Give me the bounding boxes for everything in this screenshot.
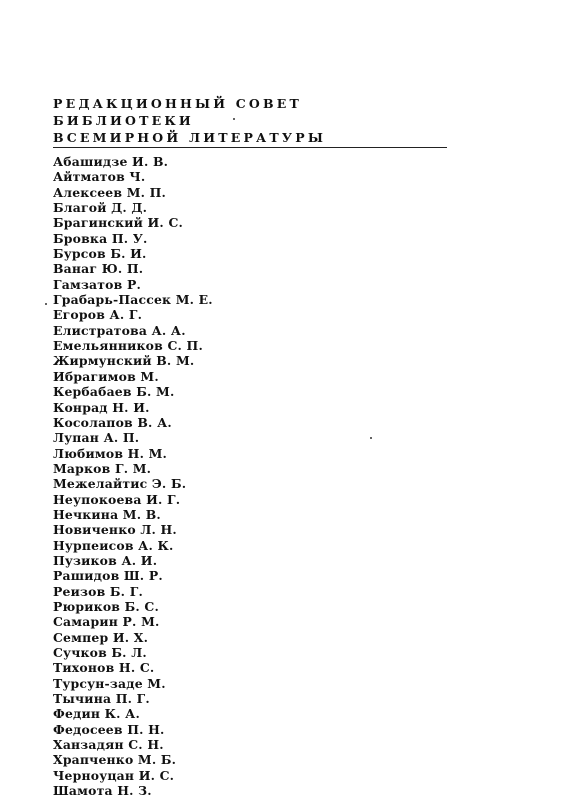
editorial-board-heading <box>53 95 453 146</box>
board-member: Рюриков Б. С. <box>53 598 160 614</box>
board-member: Косолапов В. А. <box>53 414 172 430</box>
board-member: Неупокоева И. Г. <box>53 491 181 507</box>
board-member: Самарин Р. М. <box>53 614 160 630</box>
board-member: Нурпеисов А. К. <box>53 537 174 553</box>
board-member: Тихонов Н. С. <box>53 660 155 676</box>
board-member: Бровка П. У. <box>53 230 148 246</box>
board-member: Грабарь-Пассек М. Е. <box>53 292 213 308</box>
board-member: Алексеев М. П. <box>53 184 167 200</box>
board-member: Ханзадян С. Н. <box>53 737 164 753</box>
board-member: Рашидов Ш. Р. <box>53 568 163 584</box>
board-members-list <box>53 154 213 798</box>
board-member: Лупан А. П. <box>53 430 140 446</box>
board-member: Ванаг Ю. П. <box>53 261 144 277</box>
board-member: Елистратова А. А. <box>53 322 186 338</box>
board-member: Гамзатов Р. <box>53 276 141 292</box>
board-member: Жирмунский В. М. <box>53 353 195 369</box>
board-member: Любимов Н. М. <box>53 445 168 461</box>
board-member: Пузиков А. И. <box>53 552 158 568</box>
board-member: Бурсов Б. И. <box>53 246 147 262</box>
board-member: Емельянников С. П. <box>53 338 203 354</box>
board-member: Ибрагимов М. <box>53 368 159 384</box>
print-speck <box>45 303 47 305</box>
board-member: Новиченко Л. Н. <box>53 522 177 538</box>
heading-line-3: ВСЕМИРНОЙ ЛИТЕРАТУРЫ <box>53 130 327 145</box>
board-member: Айтматов Ч. <box>53 169 146 185</box>
heading-line-2: БИБЛИОТЕКИ <box>53 113 194 128</box>
board-member: Марков Г. М. <box>53 460 152 476</box>
board-member: Реизов Б. Г. <box>53 583 143 599</box>
board-member: Нечкина М. В. <box>53 506 161 522</box>
board-member: Шамота Н. З. <box>53 783 152 799</box>
board-member: Брагинский И. С. <box>53 215 184 231</box>
print-speck <box>233 118 235 120</box>
board-member: Семпер И. Х. <box>53 629 149 645</box>
board-member: Абашидзе И. В. <box>53 154 169 169</box>
board-member: Федин К. А. <box>53 706 140 722</box>
heading-rule <box>53 147 447 148</box>
board-member: Благой Д. Д. <box>53 200 148 216</box>
board-member: Егоров А. Г. <box>53 307 143 323</box>
board-member: Сучков Б. Л. <box>53 645 147 660</box>
print-speck <box>370 437 372 439</box>
board-member: Храпченко М. Б. <box>53 752 177 768</box>
board-member: Федосеев П. Н. <box>53 721 165 737</box>
board-member: Тычина П. Г. <box>53 691 150 707</box>
board-member: Черноуцан И. С. <box>53 767 175 783</box>
board-member: Межелайтис Э. Б. <box>53 476 187 492</box>
board-member: Конрад Н. И. <box>53 399 150 415</box>
board-member: Кербабаев Б. М. <box>53 384 175 400</box>
board-member: Турсун-заде М. <box>53 675 166 691</box>
heading-line-1: РЕДАКЦИОННЫЙ СОВЕТ <box>53 96 303 111</box>
